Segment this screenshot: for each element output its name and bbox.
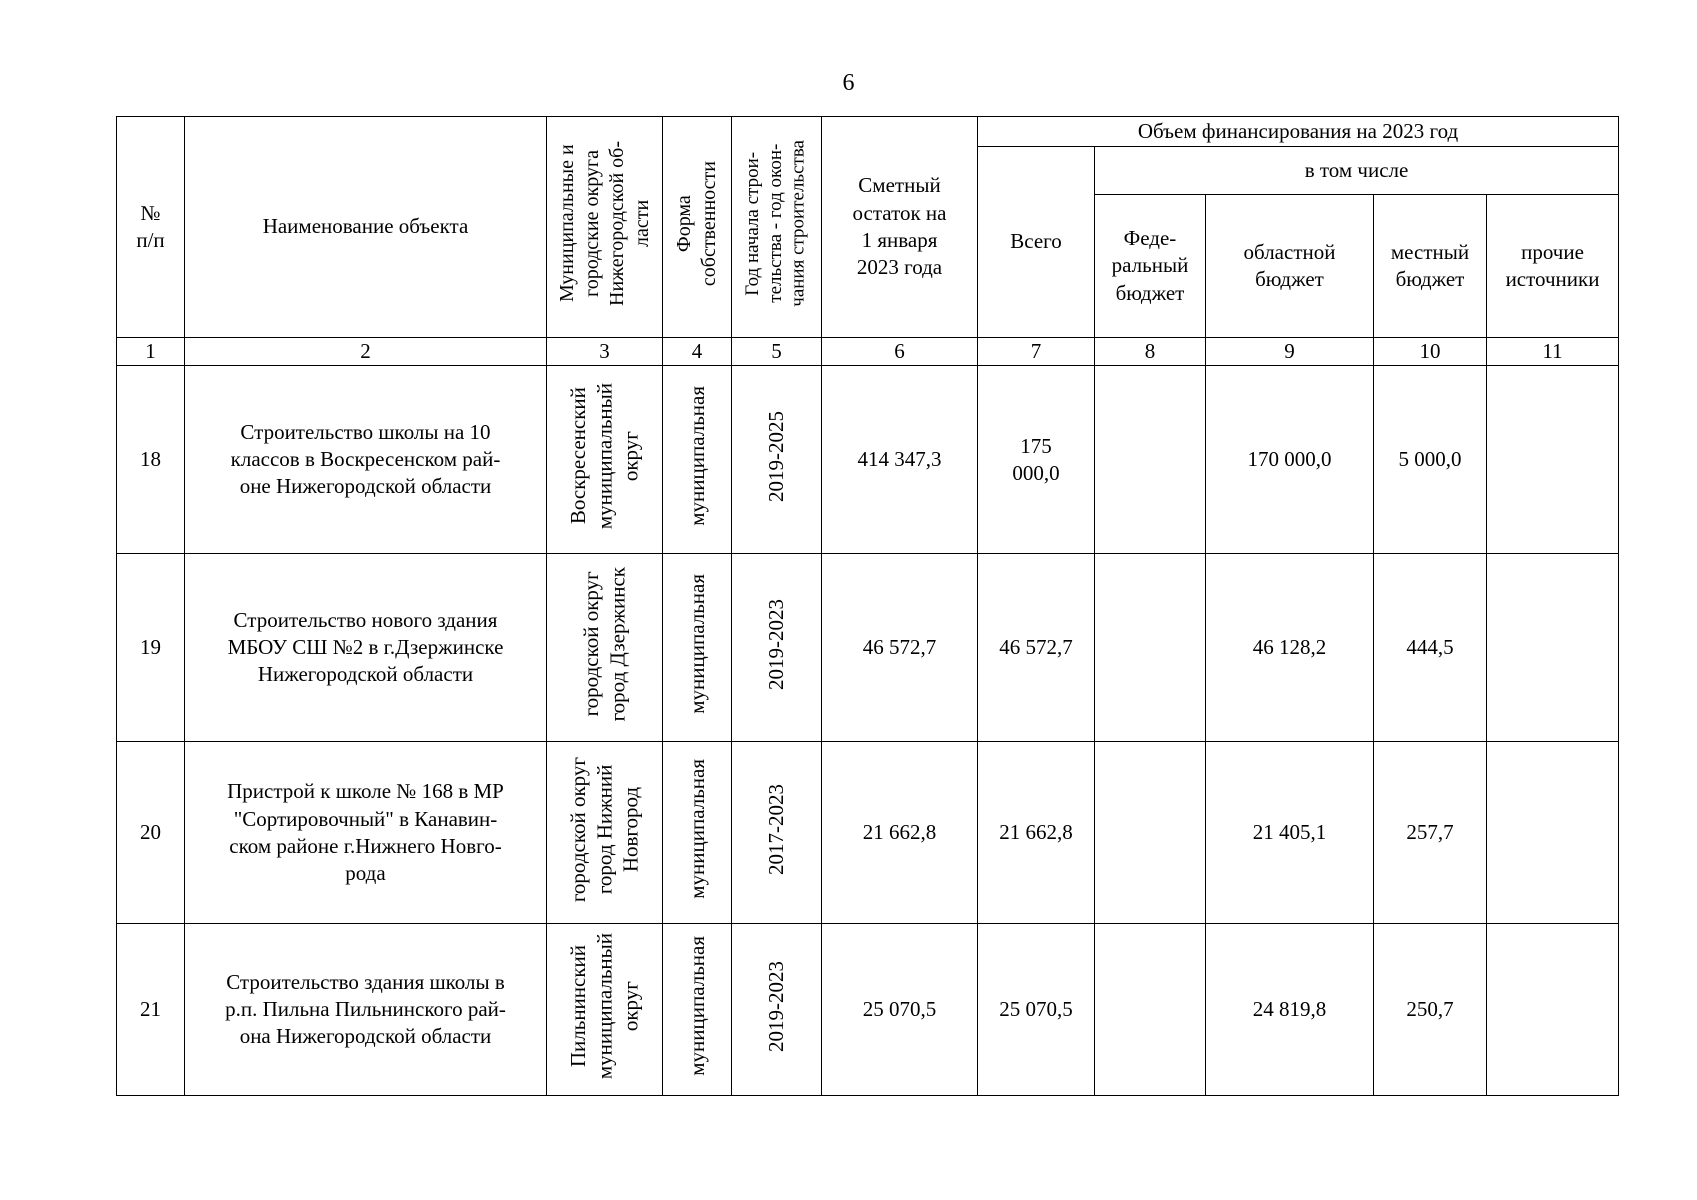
ownership: муниципальная (663, 366, 732, 554)
years: 2019-2023 (732, 924, 822, 1096)
municipality: городской округ город Дзержинск (547, 554, 663, 742)
column-number: 11 (1487, 338, 1619, 366)
local-budget: 444,5 (1374, 554, 1487, 742)
municipality: городской округ город Нижний Новгород (547, 742, 663, 924)
federal-budget (1095, 366, 1206, 554)
table-row (117, 924, 1619, 1096)
header-funding-group: Объем финансирования на 2023 год (978, 117, 1619, 147)
financing-table (116, 116, 1619, 1096)
header-remainder: Сметный остаток на 1 января 2023 года (822, 117, 978, 338)
regional-budget: 170 000,0 (1206, 366, 1374, 554)
federal-budget (1095, 554, 1206, 742)
column-number: 3 (547, 338, 663, 366)
header-including: в том числе (1095, 147, 1619, 195)
years: 2019-2023 (732, 554, 822, 742)
header-row-1 (117, 117, 1619, 147)
other-sources (1487, 924, 1619, 1096)
column-number: 8 (1095, 338, 1206, 366)
ownership: муниципальная (663, 924, 732, 1096)
other-sources (1487, 554, 1619, 742)
row-num: 20 (117, 742, 185, 924)
regional-budget: 46 128,2 (1206, 554, 1374, 742)
total: 21 662,8 (978, 742, 1095, 924)
years: 2019-2025 (732, 366, 822, 554)
estimate-remainder: 46 572,7 (822, 554, 978, 742)
ownership: муниципальная (663, 554, 732, 742)
municipality: Воскресенский муниципальный округ (547, 366, 663, 554)
column-number: 2 (185, 338, 547, 366)
row-num: 19 (117, 554, 185, 742)
total: 25 070,5 (978, 924, 1095, 1096)
row-num: 21 (117, 924, 185, 1096)
total: 46 572,7 (978, 554, 1095, 742)
header-other: прочие источники (1487, 195, 1619, 338)
object-name: Строительство школы на 10 классов в Воскресенском рай- оне Нижегородской области (185, 366, 547, 554)
header-local: местный бюджет (1374, 195, 1487, 338)
object-name: Пристрой к школе № 168 в МР "Сортировочный" в Канавин- ском районе г.Нижнего Новго- рода (185, 742, 547, 924)
regional-budget: 24 819,8 (1206, 924, 1374, 1096)
header-num: № п/п (117, 117, 185, 338)
estimate-remainder: 414 347,3 (822, 366, 978, 554)
federal-budget (1095, 742, 1206, 924)
header-name: Наименование объекта (185, 117, 547, 338)
header-regional: областной бюджет (1206, 195, 1374, 338)
row-num: 18 (117, 366, 185, 554)
column-number: 9 (1206, 338, 1374, 366)
header-federal: Феде- ральный бюджет (1095, 195, 1206, 338)
column-number: 7 (978, 338, 1095, 366)
header-ownership: Форма собственности (663, 117, 732, 338)
object-name: Строительство нового здания МБОУ СШ №2 в г.Дзержинске Нижегородской области (185, 554, 547, 742)
local-budget: 257,7 (1374, 742, 1487, 924)
header-municipality: Муниципальные и городские округа Нижегородской об- ласти (547, 117, 663, 338)
local-budget: 250,7 (1374, 924, 1487, 1096)
years: 2017-2023 (732, 742, 822, 924)
municipality: Пильнинский муниципальный округ (547, 924, 663, 1096)
column-number: 1 (117, 338, 185, 366)
column-number: 6 (822, 338, 978, 366)
table-row (117, 554, 1619, 742)
column-number: 5 (732, 338, 822, 366)
column-number: 10 (1374, 338, 1487, 366)
table-row (117, 742, 1619, 924)
page-number: 6 (842, 70, 855, 96)
ownership: муниципальная (663, 742, 732, 924)
other-sources (1487, 742, 1619, 924)
estimate-remainder: 21 662,8 (822, 742, 978, 924)
header-years: Год начала строи- тельства - год окон- чания строительства (732, 117, 822, 338)
column-number: 4 (663, 338, 732, 366)
regional-budget: 21 405,1 (1206, 742, 1374, 924)
other-sources (1487, 366, 1619, 554)
local-budget: 5 000,0 (1374, 366, 1487, 554)
estimate-remainder: 25 070,5 (822, 924, 978, 1096)
column-number-row (117, 338, 1619, 366)
object-name: Строительство здания школы в р.п. Пильна Пильнинского рай- она Нижегородской области (185, 924, 547, 1096)
header-total: Всего (978, 147, 1095, 338)
table-row (117, 366, 1619, 554)
total: 175 000,0 (978, 366, 1095, 554)
federal-budget (1095, 924, 1206, 1096)
